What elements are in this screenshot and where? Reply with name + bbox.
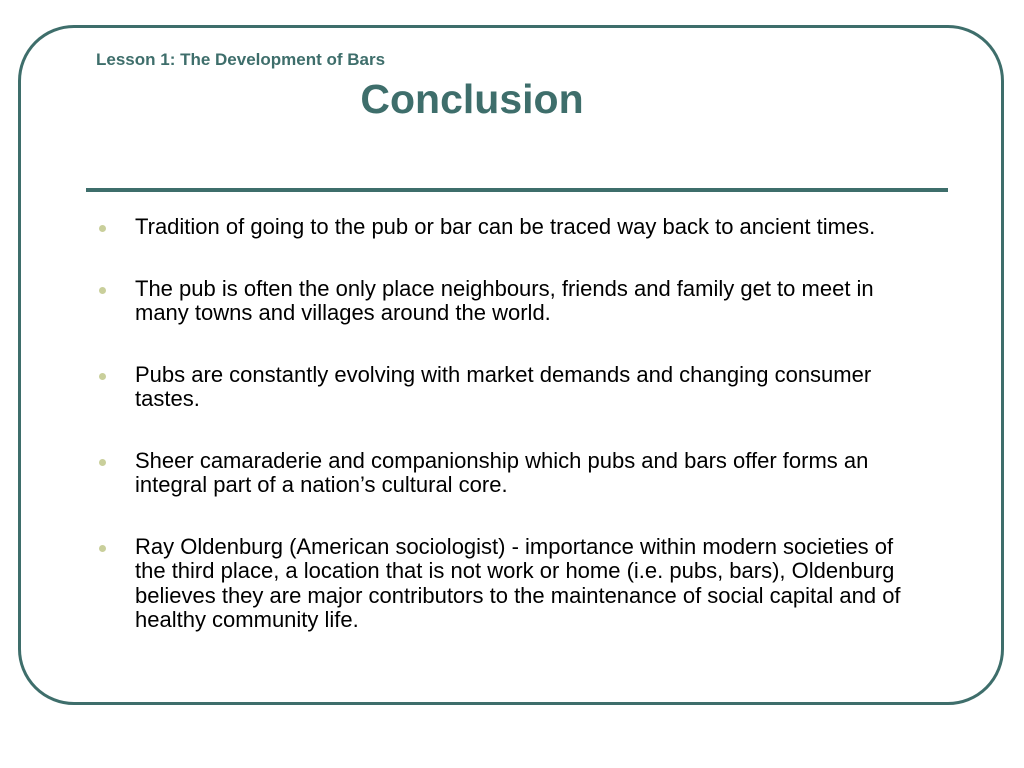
bullet-dot-icon [99,373,106,380]
bullet-text: Sheer camaraderie and companionship which pubs and bars offer forms an integral part of a nation’s cultural core. [135,447,869,497]
bullet-list [96,215,926,670]
slide-title: Conclusion [360,76,584,122]
bullet-dot-icon [99,225,106,232]
bullet-item [96,363,926,412]
bullet-dot-icon [99,459,106,466]
bullet-item [96,449,926,498]
bullet-text: Tradition of going to the pub or bar can be traced way back to ancient times. [135,214,876,239]
bullet-dot-icon [99,287,106,294]
bullet-item [96,535,926,633]
bullet-text: Pubs are constantly evolving with market demands and changing consumer tastes. [135,361,872,411]
bullet-dot-icon [99,545,106,552]
bullet-text: Ray Oldenburg (American sociologist) - importance within modern societies of the third place, a location that is not work or home (i.e. pubs, bars), Oldenburg believes they are major contributors to the maintenance of social capital and of healthy community life. [135,533,901,632]
bullet-text: The pub is often the only place neighbours, friends and family get to meet in many towns and villages around the world. [135,275,874,325]
title-divider [86,188,948,192]
lesson-subtitle: Lesson 1: The Development of Bars [96,50,386,69]
bullet-item [96,215,926,240]
bullet-item [96,277,926,326]
